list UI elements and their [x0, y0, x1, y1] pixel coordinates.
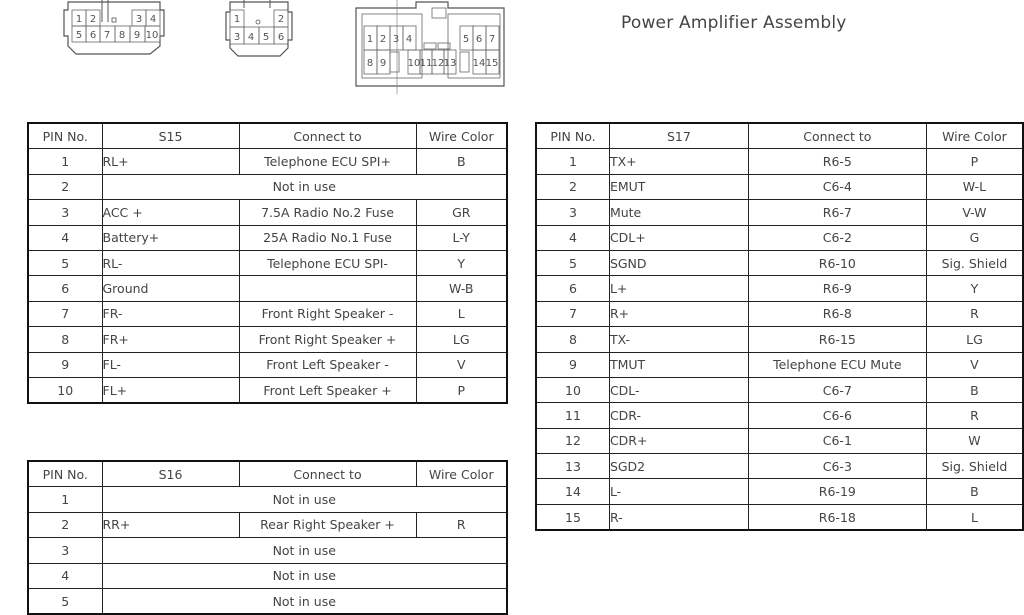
- signal-cell: FR+: [102, 327, 239, 352]
- pin-number-cell: 14: [536, 479, 609, 504]
- pin-number-cell: 11: [536, 403, 609, 428]
- page-title: Power Amplifier Assembly: [621, 13, 847, 33]
- pin-number-cell: 2: [536, 174, 609, 199]
- pin-number-cell: 4: [28, 563, 102, 588]
- table-row: [536, 428, 1023, 453]
- connect-to-cell: [239, 276, 416, 301]
- table-row: [28, 487, 507, 512]
- pin-number-cell: 7: [28, 301, 102, 326]
- pin-number-cell: 8: [536, 327, 609, 352]
- wire-color-cell: P: [416, 377, 507, 403]
- pin-number-cell: 7: [536, 301, 609, 326]
- signal-cell: R-: [609, 504, 748, 530]
- table-row: [536, 276, 1023, 301]
- table-row: [28, 563, 507, 588]
- signal-cell: RL+: [102, 149, 239, 174]
- pin-number-cell: 4: [536, 225, 609, 250]
- signal-cell: RL-: [102, 250, 239, 275]
- connect-to-cell: Telephone ECU Mute: [748, 352, 926, 377]
- table-row: [536, 352, 1023, 377]
- wire-color-cell: R: [926, 301, 1023, 326]
- pin-number-cell: 5: [536, 250, 609, 275]
- pin-label: 7: [488, 34, 496, 45]
- wire-color-cell: L: [926, 504, 1023, 530]
- pin-number-cell: 5: [28, 588, 102, 614]
- pin-number-cell: 13: [536, 454, 609, 479]
- table-row: [536, 504, 1023, 530]
- not-in-use-cell: Not in use: [102, 563, 507, 588]
- signal-cell: TX-: [609, 327, 748, 352]
- wire-color-cell: R: [416, 512, 507, 537]
- connect-to-cell: R6-10: [748, 250, 926, 275]
- connect-to-cell: 7.5A Radio No.2 Fuse: [239, 200, 416, 225]
- pin-label: 10: [145, 30, 159, 41]
- signal-cell: ACC +: [102, 200, 239, 225]
- header-pin-no: PIN No.: [28, 461, 102, 487]
- signal-cell: FR-: [102, 301, 239, 326]
- pin-number-cell: 5: [28, 250, 102, 275]
- pin-table-s17: [535, 122, 1024, 531]
- pin-label: 15: [485, 58, 499, 69]
- pin-label: 8: [366, 58, 374, 69]
- table-row: [536, 454, 1023, 479]
- header-connector: S16: [102, 461, 239, 487]
- connect-to-cell: R6-7: [748, 200, 926, 225]
- wire-color-cell: L: [416, 301, 507, 326]
- table-row: [28, 512, 507, 537]
- connector-s15-diagram: [62, 0, 166, 58]
- table-row: [536, 200, 1023, 225]
- wire-color-cell: Sig. Shield: [926, 454, 1023, 479]
- pin-number-cell: 10: [536, 377, 609, 402]
- connect-to-cell: R6-18: [748, 504, 926, 530]
- pin-label: 6: [475, 34, 483, 45]
- pin-label: 1: [366, 34, 374, 45]
- table-row: [28, 538, 507, 563]
- pin-label: 14: [472, 58, 486, 69]
- signal-cell: SGD2: [609, 454, 748, 479]
- pin-number-cell: 12: [536, 428, 609, 453]
- connect-to-cell: Front Left Speaker +: [239, 377, 416, 403]
- header-connector: S17: [609, 123, 748, 149]
- signal-cell: L+: [609, 276, 748, 301]
- signal-cell: EMUT: [609, 174, 748, 199]
- table-row: [28, 276, 507, 301]
- pin-label: 1: [233, 14, 241, 25]
- pin-label: 11: [419, 58, 433, 69]
- table-row: [28, 301, 507, 326]
- connect-to-cell: C6-6: [748, 403, 926, 428]
- connect-to-cell: Front Right Speaker +: [239, 327, 416, 352]
- signal-cell: Ground: [102, 276, 239, 301]
- table-row: [28, 250, 507, 275]
- wire-color-cell: B: [926, 479, 1023, 504]
- signal-cell: L-: [609, 479, 748, 504]
- pin-label: 9: [133, 30, 141, 41]
- pin-number-cell: 1: [28, 487, 102, 512]
- pin-number-cell: 3: [536, 200, 609, 225]
- signal-cell: Mute: [609, 200, 748, 225]
- pin-number-cell: 1: [28, 149, 102, 174]
- wire-color-cell: V-W: [926, 200, 1023, 225]
- pin-label: 13: [443, 58, 457, 69]
- signal-cell: CDL-: [609, 377, 748, 402]
- pin-label: 5: [75, 30, 83, 41]
- table-header-row: [28, 123, 507, 149]
- pin-label: 4: [405, 34, 413, 45]
- table-row: [536, 250, 1023, 275]
- pin-number-cell: 2: [28, 512, 102, 537]
- pin-label: 3: [233, 32, 241, 43]
- not-in-use-cell: Not in use: [102, 174, 507, 199]
- connect-to-cell: R6-9: [748, 276, 926, 301]
- table-row: [536, 149, 1023, 174]
- signal-cell: Battery+: [102, 225, 239, 250]
- pin-number-cell: 8: [28, 327, 102, 352]
- not-in-use-cell: Not in use: [102, 588, 507, 614]
- not-in-use-cell: Not in use: [102, 487, 507, 512]
- header-pin-no: PIN No.: [536, 123, 609, 149]
- wire-color-cell: GR: [416, 200, 507, 225]
- pin-label: 2: [89, 14, 97, 25]
- connector-s16-diagram: [224, 0, 294, 60]
- connect-to-cell: Front Right Speaker -: [239, 301, 416, 326]
- pin-number-cell: 6: [28, 276, 102, 301]
- wire-color-cell: W-L: [926, 174, 1023, 199]
- pin-number-cell: 3: [28, 538, 102, 563]
- wire-color-cell: V: [416, 352, 507, 377]
- table-row: [28, 327, 507, 352]
- table-row: [536, 225, 1023, 250]
- connect-to-cell: C6-4: [748, 174, 926, 199]
- wire-color-cell: L-Y: [416, 225, 507, 250]
- table-row: [28, 200, 507, 225]
- pin-label: 3: [135, 14, 143, 25]
- pin-number-cell: 6: [536, 276, 609, 301]
- wire-color-cell: B: [416, 149, 507, 174]
- pin-label: 8: [118, 30, 126, 41]
- pin-table-s15: [27, 122, 508, 404]
- pin-number-cell: 9: [28, 352, 102, 377]
- pin-label: 7: [103, 30, 111, 41]
- wire-color-cell: W: [926, 428, 1023, 453]
- header-connect-to: Connect to: [748, 123, 926, 149]
- connect-to-cell: Rear Right Speaker +: [239, 512, 416, 537]
- table-header-row: [536, 123, 1023, 149]
- pin-table-s16: [27, 460, 508, 615]
- pin-label: 10: [407, 58, 421, 69]
- pin-number-cell: 15: [536, 504, 609, 530]
- signal-cell: CDL+: [609, 225, 748, 250]
- wire-color-cell: Y: [416, 250, 507, 275]
- connect-to-cell: Telephone ECU SPI-: [239, 250, 416, 275]
- pin-number-cell: 1: [536, 149, 609, 174]
- table-row: [536, 479, 1023, 504]
- table-row: [28, 174, 507, 199]
- signal-cell: FL-: [102, 352, 239, 377]
- pin-number-cell: 3: [28, 200, 102, 225]
- table-row: [536, 174, 1023, 199]
- header-wire-color: Wire Color: [416, 461, 507, 487]
- table-row: [28, 149, 507, 174]
- wire-color-cell: R: [926, 403, 1023, 428]
- wire-color-cell: LG: [416, 327, 507, 352]
- wire-color-cell: LG: [926, 327, 1023, 352]
- wire-color-cell: B: [926, 377, 1023, 402]
- pin-number-cell: 2: [28, 174, 102, 199]
- connect-to-cell: R6-5: [748, 149, 926, 174]
- connector-s17-diagram: [352, 0, 506, 94]
- signal-cell: FL+: [102, 377, 239, 403]
- connect-to-cell: C6-7: [748, 377, 926, 402]
- wire-color-cell: Sig. Shield: [926, 250, 1023, 275]
- table-row: [536, 301, 1023, 326]
- signal-cell: TX+: [609, 149, 748, 174]
- pin-number-cell: 10: [28, 377, 102, 403]
- pin-label: 12: [431, 58, 445, 69]
- header-wire-color: Wire Color: [416, 123, 507, 149]
- signal-cell: CDR-: [609, 403, 748, 428]
- pin-label: 3: [392, 34, 400, 45]
- connect-to-cell: R6-8: [748, 301, 926, 326]
- connect-to-cell: C6-3: [748, 454, 926, 479]
- pin-label: 2: [277, 14, 285, 25]
- wire-color-cell: G: [926, 225, 1023, 250]
- connect-to-cell: R6-19: [748, 479, 926, 504]
- signal-cell: CDR+: [609, 428, 748, 453]
- table-row: [28, 352, 507, 377]
- table-header-row: [28, 461, 507, 487]
- wire-color-cell: Y: [926, 276, 1023, 301]
- signal-cell: RR+: [102, 512, 239, 537]
- wire-color-cell: W-B: [416, 276, 507, 301]
- pin-label: 2: [379, 34, 387, 45]
- pin-label: 1: [75, 14, 83, 25]
- connect-to-cell: Telephone ECU SPI+: [239, 149, 416, 174]
- header-connector: S15: [102, 123, 239, 149]
- pin-number-cell: 9: [536, 352, 609, 377]
- wire-color-cell: V: [926, 352, 1023, 377]
- signal-cell: R+: [609, 301, 748, 326]
- pin-number-cell: 4: [28, 225, 102, 250]
- header-pin-no: PIN No.: [28, 123, 102, 149]
- pin-label: 9: [379, 58, 387, 69]
- table-row: [28, 588, 507, 614]
- not-in-use-cell: Not in use: [102, 538, 507, 563]
- table-row: [536, 327, 1023, 352]
- signal-cell: SGND: [609, 250, 748, 275]
- connect-to-cell: 25A Radio No.1 Fuse: [239, 225, 416, 250]
- header-connect-to: Connect to: [239, 461, 416, 487]
- pin-label: 5: [462, 34, 470, 45]
- pin-label: 6: [277, 32, 285, 43]
- connect-to-cell: C6-1: [748, 428, 926, 453]
- connect-to-cell: C6-2: [748, 225, 926, 250]
- table-row: [536, 403, 1023, 428]
- header-wire-color: Wire Color: [926, 123, 1023, 149]
- connect-to-cell: R6-15: [748, 327, 926, 352]
- pin-label: 6: [89, 30, 97, 41]
- table-row: [28, 225, 507, 250]
- pin-label: 4: [247, 32, 255, 43]
- table-row: [28, 377, 507, 403]
- pin-label: 5: [262, 32, 270, 43]
- table-row: [536, 377, 1023, 402]
- signal-cell: TMUT: [609, 352, 748, 377]
- pin-label: 4: [149, 14, 157, 25]
- connect-to-cell: Front Left Speaker -: [239, 352, 416, 377]
- wire-color-cell: P: [926, 149, 1023, 174]
- header-connect-to: Connect to: [239, 123, 416, 149]
